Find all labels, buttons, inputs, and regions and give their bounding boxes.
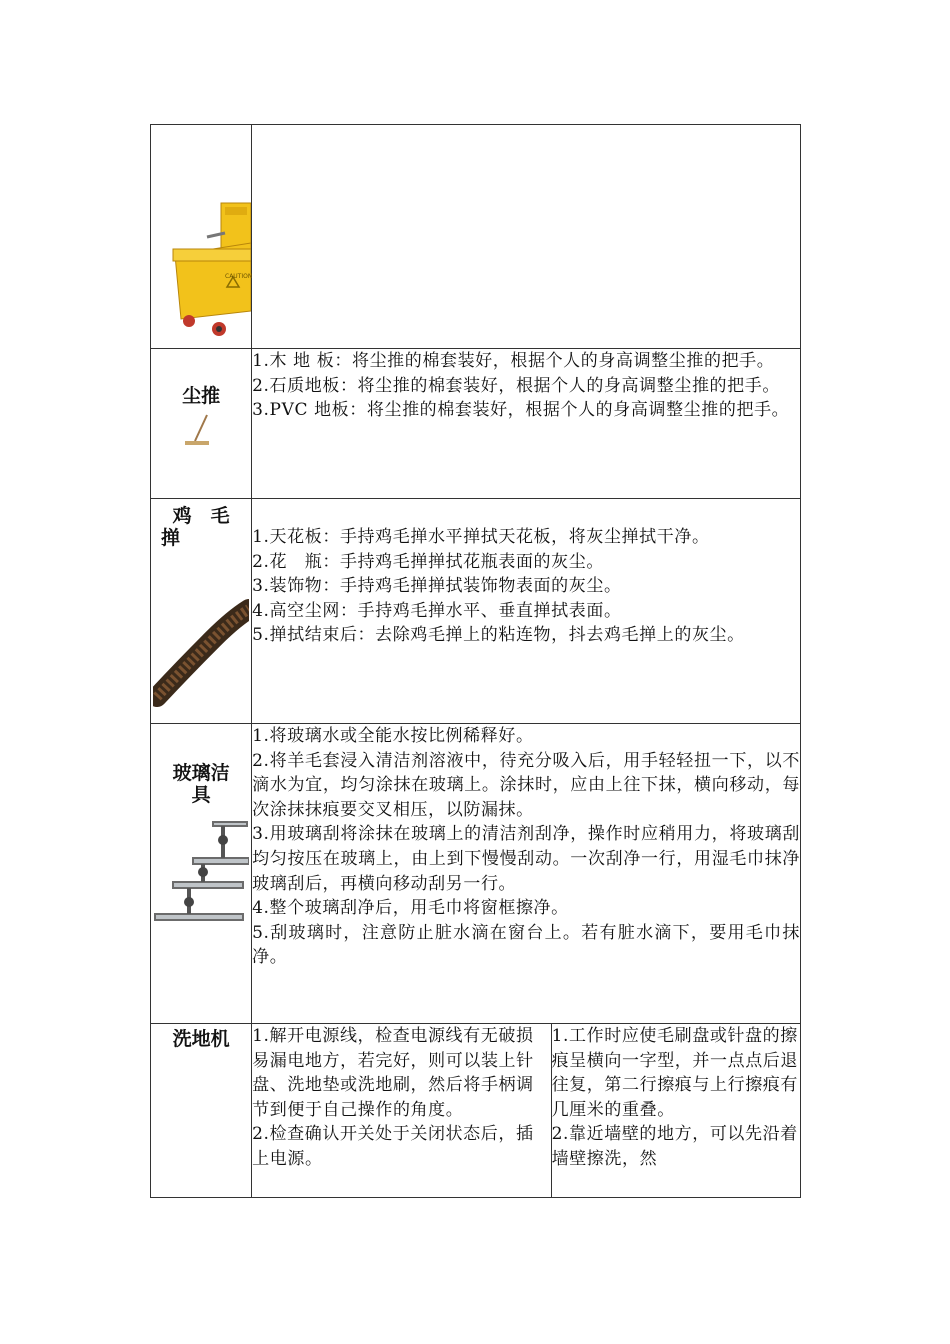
dust-mop-instructions — [252, 349, 801, 499]
feather-duster-item: 4.高空尘网：手持鸡毛掸水平、垂直掸拭表面。 — [252, 600, 622, 621]
scrubber-left-item: 2.检查确认开关处于关闭状态后，插上电源。 — [252, 1124, 534, 1169]
mop-bucket-icon — [151, 125, 251, 347]
scrubber-label: 洗地机 — [172, 1028, 230, 1050]
scrubber-instructions-left — [252, 1024, 551, 1198]
feather-duster-icon — [153, 569, 249, 709]
row-floor-scrubber — [151, 1024, 801, 1198]
feather-duster-item: 3.装饰物：手持鸡毛掸掸拭装饰物表面的灰尘。 — [252, 576, 622, 597]
feather-duster-instructions — [252, 499, 801, 724]
row-mop-bucket — [151, 125, 801, 349]
dust-mop-icon — [181, 411, 221, 451]
dust-mop-item: 1.木 地 板：将尘推的棉套装好，根据个人的身高调整尘推的把手。 — [252, 351, 775, 371]
mop-bucket-cell — [151, 125, 252, 349]
feather-duster-label-bottom: 掸 — [161, 527, 181, 549]
feather-duster-item: 1.天花板：手持鸡毛掸水平掸拭天花板，将灰尘掸拭干净。 — [252, 527, 710, 547]
glass-tools-item: 1.将玻璃水或全能水按比例稀释好。 — [252, 726, 534, 746]
row-dust-mop — [151, 349, 801, 499]
scrubber-left-item: 1.解开电源线，检查电源线有无破损易漏电地方，若完好，则可以装上针盘、洗地垫或洗地刷，然后将手柄调节到便于自己操作的角度。 — [252, 1026, 534, 1120]
glass-tools-item: 3.用玻璃刮将涂抹在玻璃上的清洁剂刮净，操作时应稍用力，将玻璃刮均匀按压在玻璃上，由上到下慢慢刮动。一次刮净一行，用湿毛巾抹净玻璃刮后，再横向移动刮另一行。 — [252, 824, 800, 894]
scrubber-right-item: 1.工作时应使毛刷盘或针盘的擦痕呈横向一字型，并一点点后退往复，第二行擦痕与上行擦痕有几厘米的重叠。 — [551, 1026, 798, 1120]
glass-tools-item: 2.将羊毛套浸入清洁剂溶液中，待充分吸入后，用手轻轻扭一下，以不滴水为宜，均匀涂抹在玻璃上。涂抹时，应由上往下抹，横向移动，每次涂抹抹痕要交叉相压，以防漏抹。 — [252, 750, 800, 820]
squeegee-icon — [153, 818, 249, 928]
feather-duster-label-cell — [151, 499, 252, 724]
dust-mop-item: 2.石质地板：将尘推的棉套装好，根据个人的身高调整尘推的把手。 — [252, 375, 780, 396]
glass-tools-label-cell — [151, 724, 252, 1024]
dust-mop-label-cell — [151, 349, 252, 499]
row-glass-tools — [151, 724, 801, 1024]
glass-tools-item: 5.刮玻璃时，注意防止脏水滴在窗台上。若有脏水滴下，要用毛巾抹净。 — [252, 922, 800, 968]
caution-label: CAUTION — [225, 273, 253, 280]
dust-mop-item: 3.PVC 地板：将尘推的棉套装好，根据个人的身高调整尘推的把手。 — [252, 400, 790, 421]
glass-tools-instructions — [252, 724, 801, 1024]
feather-duster-item: 5.掸拭结束后：去除鸡毛掸上的粘连物，抖去鸡毛掸上的灰尘。 — [252, 625, 745, 646]
glass-tools-item: 4.整个玻璃刮净后，用毛巾将窗框擦净。 — [252, 898, 569, 919]
glass-tools-label-bottom: 具 — [191, 784, 211, 806]
scrubber-instructions-right — [551, 1024, 800, 1198]
mop-bucket-description-cell — [252, 125, 801, 349]
feather-duster-label-top: 鸡 毛 — [172, 505, 230, 527]
glass-tools-label-top: 玻璃洁 — [172, 762, 230, 784]
scrubber-label-cell — [151, 1024, 252, 1198]
dust-mop-label: 尘推 — [182, 385, 221, 407]
scrubber-right-item: 2.靠近墙壁的地方，可以先沿着墙壁擦洗，然 — [551, 1124, 798, 1169]
cleaning-tools-table — [150, 124, 801, 1198]
row-feather-duster — [151, 499, 801, 724]
feather-duster-item: 2.花 瓶：手持鸡毛掸掸拭花瓶表面的灰尘。 — [252, 551, 604, 572]
